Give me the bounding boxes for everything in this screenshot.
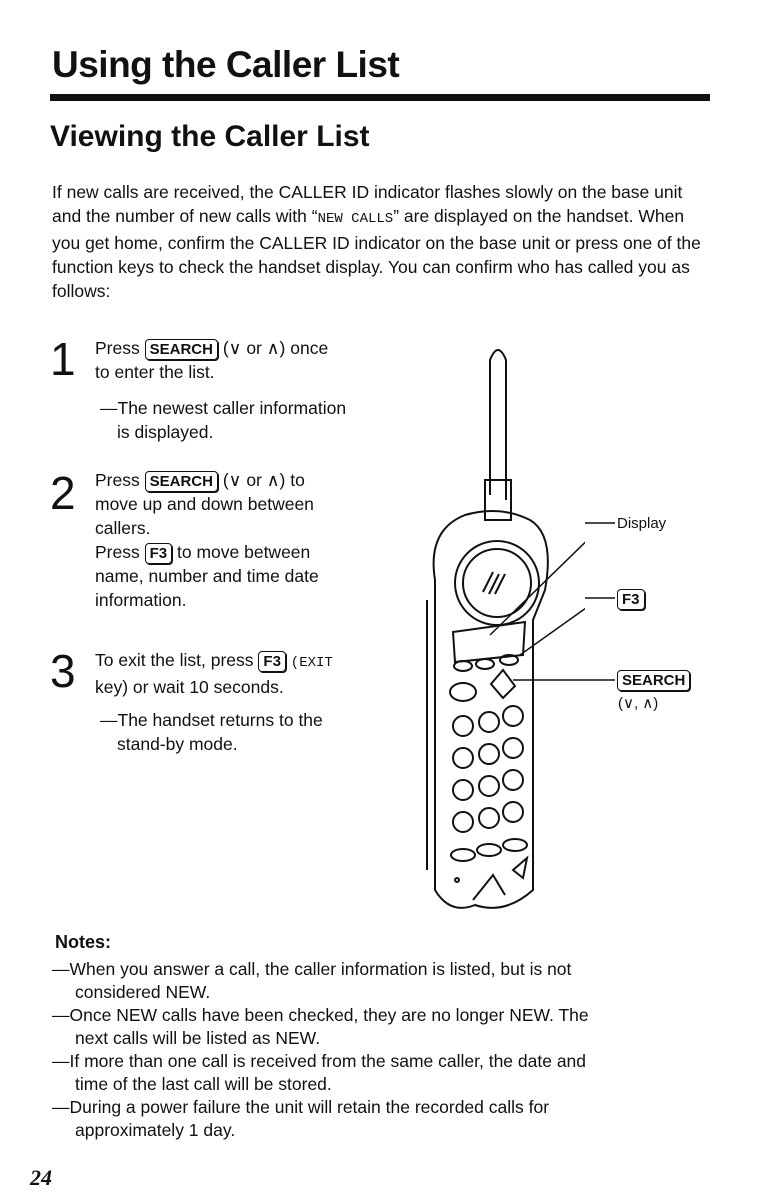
step-3-line-2: key) or wait 10 seconds. [95, 677, 284, 697]
intro-paragraph [52, 180, 712, 303]
note-4-line-2: approximately 1 day. [75, 1120, 236, 1140]
note-item [52, 1096, 732, 1142]
title-rule [50, 94, 710, 101]
step-2-line-6: information. [95, 590, 187, 610]
callout-lines [585, 510, 615, 690]
step-2-line-4 [95, 540, 395, 564]
step-1-sub-line-2: is displayed. [117, 422, 214, 442]
step-3-sub-line-1: —The handset returns to the [100, 710, 323, 730]
f3-key: F3 [145, 543, 173, 564]
note-item [52, 1050, 732, 1096]
step-2-line-3: callers. [95, 518, 151, 538]
note-3-line-1: —If more than one call is received from the same caller, the date and [52, 1051, 587, 1071]
page-title: Using the Caller List [52, 44, 400, 85]
step-2-line-4-pre: Press [95, 542, 145, 562]
page-number: 24 [30, 1165, 52, 1190]
step-1-number: 1 [50, 333, 76, 385]
exit-display-text: (EXIT [290, 655, 333, 671]
step-3-line-1 [95, 648, 395, 675]
step-1-pre: Press [95, 338, 145, 358]
step-1-sub-line-1: —The newest caller information [100, 398, 347, 418]
step-2-line-1 [95, 468, 395, 492]
intro-text-2: ” are displayed on the handset. When you get home, confirm the CALLER ID indicator on the base unit or press one of the function keys to check the handset display. You can confirm who has called you as follows: [52, 206, 701, 301]
notes-list [52, 958, 732, 1142]
step-2-line-5: name, number and time date [95, 566, 319, 586]
step-3-sub [100, 708, 323, 756]
step-3-pre: To exit the list, press [95, 650, 259, 670]
search-key: SEARCH [617, 670, 690, 691]
intro-text-1: If new calls are received, the CALLER ID indicator flashes slowly on the base unit and the number of new calls with “ [52, 182, 683, 226]
f3-callout [617, 589, 645, 610]
step-2-number: 2 [50, 467, 76, 519]
step-1-post: (∨ or ∧) once [217, 338, 329, 358]
search-key: SEARCH [145, 471, 218, 492]
step-1-text [95, 336, 395, 384]
step-2-text [95, 468, 395, 612]
search-callout [617, 670, 690, 691]
note-3-line-2: time of the last call will be stored. [75, 1074, 332, 1094]
f3-key: F3 [258, 651, 286, 672]
step-1-sub [100, 396, 346, 444]
f3-key: F3 [617, 589, 645, 610]
step-1-line-1 [95, 336, 395, 360]
step-2-post: (∨ or ∧) to [217, 470, 305, 490]
section-title: Viewing the Caller List [50, 120, 370, 153]
note-item [52, 1004, 732, 1050]
note-1-line-2: considered NEW. [75, 982, 211, 1002]
step-3-number: 3 [50, 645, 76, 697]
note-2-line-2: next calls will be listed as NEW. [75, 1028, 321, 1048]
note-2-line-1: —Once NEW calls have been checked, they are no longer NEW. The [52, 1005, 589, 1025]
notes-heading: Notes: [55, 932, 112, 952]
step-2-pre: Press [95, 470, 145, 490]
new-calls-display-text: NEW CALLS [317, 211, 394, 227]
step-2-line-2: move up and down between [95, 494, 314, 514]
step-3-sub-line-2: stand-by mode. [117, 734, 238, 754]
display-callout: Display [617, 515, 667, 532]
search-key: SEARCH [145, 339, 218, 360]
note-4-line-1: —During a power failure the unit will retain the recorded calls for [52, 1097, 550, 1117]
step-3-text [95, 648, 395, 699]
note-item [52, 958, 732, 1004]
note-1-line-1: —When you answer a call, the caller information is listed, but is not [52, 959, 572, 979]
search-arrows-callout: (∨, ∧) [618, 695, 659, 712]
step-2-line-4-post: to move between [172, 542, 311, 562]
handset-illustration [405, 330, 585, 915]
step-1-line-2: to enter the list. [95, 362, 215, 382]
